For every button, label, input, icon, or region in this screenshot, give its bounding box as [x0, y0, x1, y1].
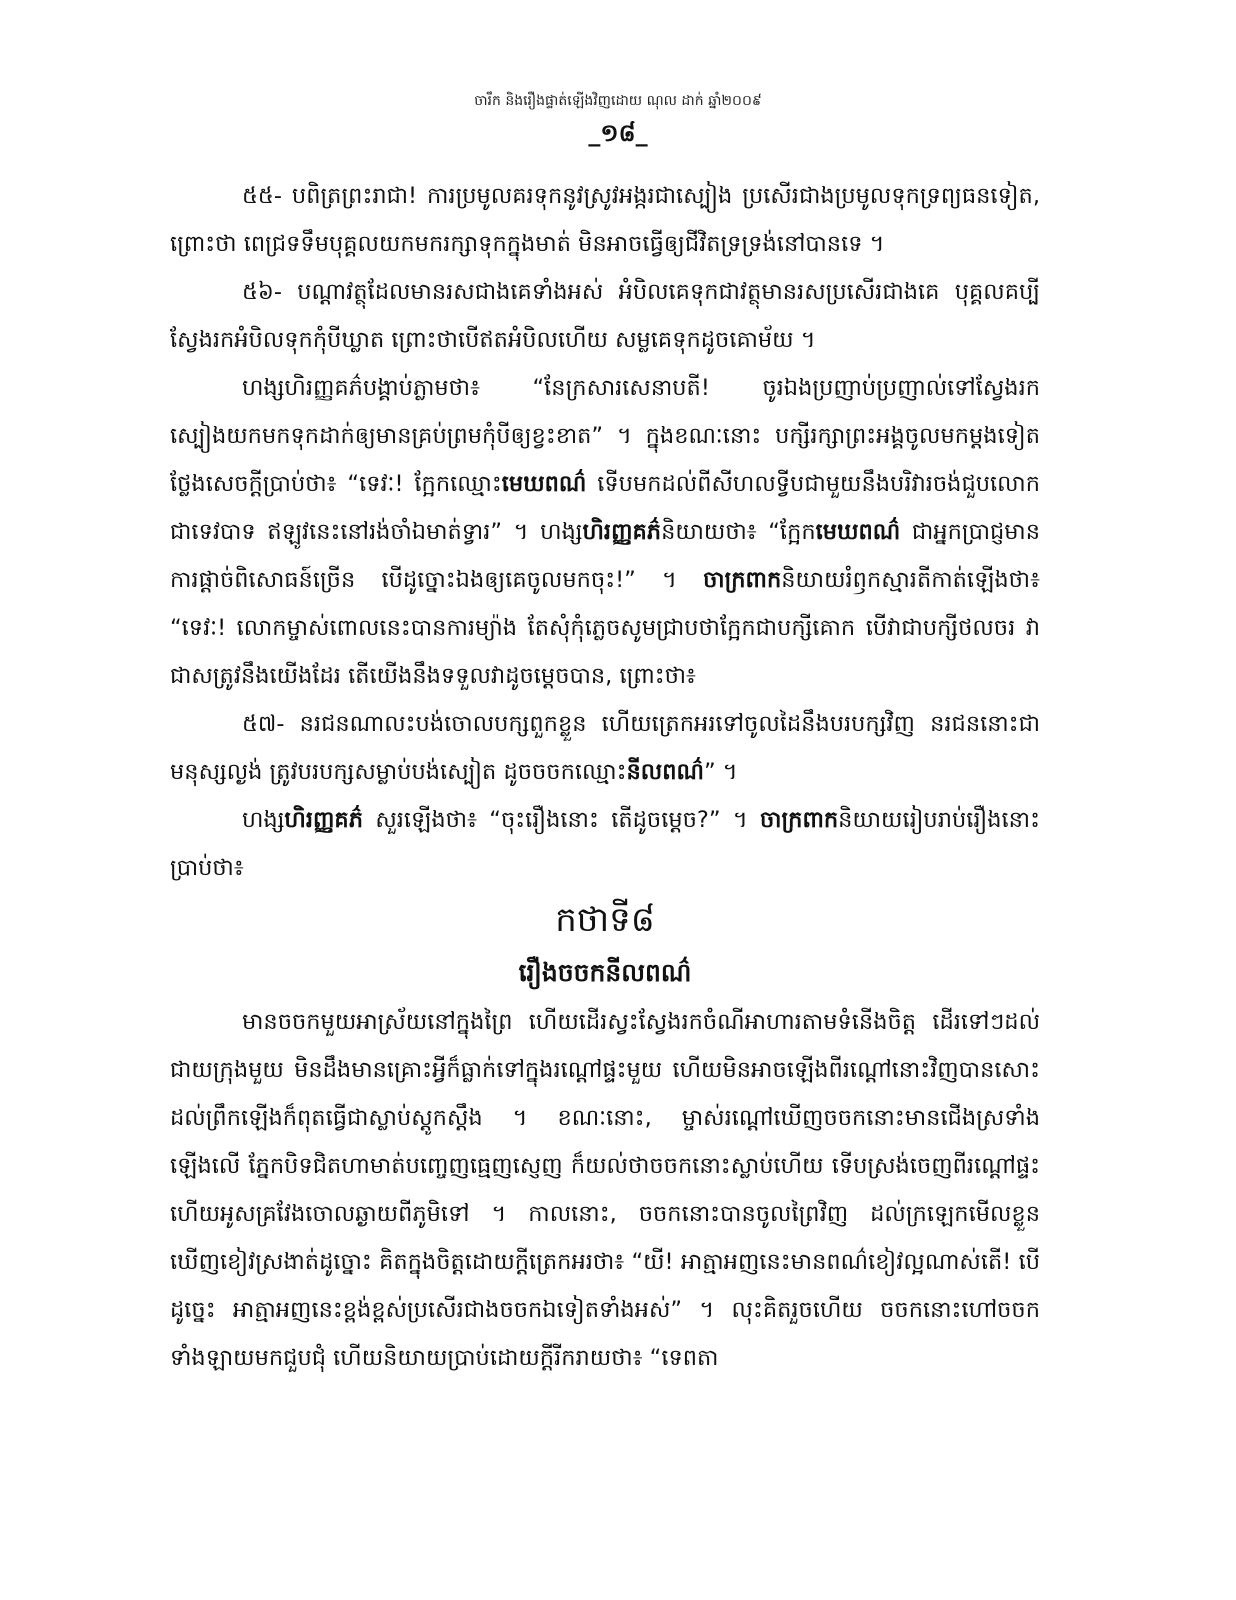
character-name: ចាក្រពាក — [703, 567, 782, 593]
verse-55: ៥៥- បពិត្រព្រះរាជា! ការប្រមូលគរទុកនូវស្រូវអង្ករជាស្បៀង ប្រសើរជាងប្រមូលទុកទ្រព្យធនទៀត, ព្រោះថា ពេជ្រទទឹមបុគ្គលយកមករក្សាទុកក្នុងមាត់ មិនអាចធ្វើឲ្យជីវិតទ្រទ្រង់នៅបានទេ ។ — [170, 183, 1040, 257]
story-paragraph: មានចចកមួយអាស្រ័យនៅក្នុងព្រៃ ហើយដើរស្វះស្វែងរកចំណីអាហារតាមទំនើងចិត្ត ដើរទៅៗដល់ជាយក្រុងមួយ មិនដឹងមានគ្រោះអ្វីក៏ធ្លាក់ទៅក្នុងរណ្ដៅផ្ទះមួយ ហើយមិនអាចឡើងពីរណ្ដៅនោះវិញបានសោះ ដល់ព្រឹកឡើងក៏ពុតធ្វើជាស្លាប់ស្ដូកស្ដឹង ។ ខណៈនោះ, ម្ចាស់រណ្ដៅឃើញចចកនោះមានជើងស្រទាំងឡើងលើ ភ្នែកបិទជិតហាមាត់បញ្ចេញធ្មេញស្ញេញ ក៏យល់ថាចចកនោះស្លាប់ហើយ ទើបស្រង់ចេញពីរណ្ដៅផ្ទះ ហើយអូសគ្រវែងចោលឆ្ងាយពីភូមិទៅ ។ កាលនោះ, ចចកនោះបានចូលព្រៃវិញ ដល់ក្រឡេកមើលខ្លួនឃើញខៀវស្រងាត់ដូច្នោះ គិតក្នុងចិត្តដោយក្ដីត្រេកអរថា៖ “យី! អាត្មាអញនេះមានពណ៌ខៀវល្អណាស់តើ! បើដូច្នេះ អាត្មាអញនេះខ្ពង់ខ្ពស់ប្រសើរជាងចចកឯទៀតទាំងអស់” ។ លុះគិតរួចហើយ ចចកនោះហៅចចកទាំងឡាយមកជួបជុំ ហើយនិយាយប្រាប់ដោយក្ដីរីករាយថា៖ “ទេពតា — [170, 1009, 1040, 1371]
dialog-1-text-pre: ហង្សហិរញ្ញគភ៌បង្គាប់ភ្លាមថា៖ “នែក្រសារសេនាបតី! ចូរឯងប្រញាប់ប្រញាល់ទៅស្វែងរកស្បៀងយកមកទុកដាក់ឲ្យមានគ្រប់ព្រមកុំបីឲ្យខ្វះខាត” ។ ក្នុងខណៈនោះ បក្សីរក្សាព្រះអង្គចូលមកម្ដងទៀតថ្លែងសេចក្ដីប្រាប់ថា៖ “ទេវៈ! ក្អែកឈ្មោះ — [170, 375, 1040, 497]
page-number: _១៨_ — [588, 119, 648, 147]
dialog-paragraph-2 — [170, 796, 1040, 892]
story-title: រឿងចចកនីលពណ៌ — [518, 958, 692, 987]
running-header: ចារឹក និងរឿងផ្ទាត់ឡើងវិញដោយ ណុល ដាក់ ឆ្នាំ២០០៩ — [474, 93, 762, 109]
character-name: ហិរញ្ញគភ៌ — [582, 519, 662, 545]
character-name: មេឃពណ៌ — [815, 519, 901, 545]
dialog-1-text-mid: ទើបមកដល់ពីសីហលទ្វីបជាមួយនឹងបរិវារចង់ជួបលោកជាទេវបាទ ឥឡូវនេះនៅរង់ចាំឯមាត់ទ្វារ” ។ ហង្ស — [170, 471, 1041, 545]
dialog-2-text-post: និយាយរៀបរាប់រឿងនោះប្រាប់ថា៖ — [170, 807, 1040, 881]
dialog-2-text-mid: សួរឡើងថា៖ “ចុះរឿងនោះ តើដូចម្ដេច?” ។ — [362, 807, 761, 833]
dialog-1-text-post: និយាយរំឭកស្មារតីកាត់ឡើងថា៖ “ទេវៈ! លោកម្ចាស់ពោលនេះបានការម្យ៉ាង តែសុំកុំភ្លេចសូមជ្រាបថាក្អែកជាបក្សីគោក បើវាជាបក្សីថលចរ វាជាសត្រូវនឹងយើងដែរ តើយើងនឹងទទួលវាដូចម្ដេចបាន, ព្រោះថា៖ — [170, 567, 1040, 689]
verse-57 — [170, 700, 1040, 796]
dialog-paragraph-1 — [170, 364, 1040, 700]
verse-56: ៥៦- បណ្ដាវត្ថុដែលមានរសជាងគេទាំងអស់ អំបិលគេទុកជាវត្ថុមានរសប្រសើរជាងគេ បុគ្គលគប្បីស្វែងរកអំបិលទុកកុំបីឃ្លាត ព្រោះថាបើឥតអំបិលហើយ សម្លគេទុកដូចគោម័យ ។ — [170, 279, 1040, 353]
dialog-2-text-pre: ហង្ស — [242, 807, 285, 833]
character-name: នីលពណ៌ — [626, 759, 704, 785]
verse-57-text-pre: ៥៧- នរជនណាលះបង់ចោលបក្សពួកខ្លួន ហើយត្រេកអរទៅចូលដៃនឹងបរបក្សវិញ នរជននោះជាមនុស្សល្ងង់ ត្រូវបរបក្សសម្លាប់បង់ស្បៀត ដូចចចកឈ្មោះ — [170, 711, 1040, 785]
character-name: ចាក្រពាក — [760, 807, 839, 833]
body-text — [170, 172, 1040, 1382]
chapter-title: កថាទី៨ — [555, 900, 655, 940]
dialog-1-text-mid2: និយាយថា៖ “ក្អែក — [661, 519, 816, 545]
character-name: មេឃពណ៌ — [501, 471, 587, 497]
verse-57-text-post: ” ។ — [703, 759, 738, 785]
dialog-1-text-mid3: ជាអ្នកប្រាជ្ញមានការផ្ដាច់ពិសោធន៍ច្រើន បើដូច្នោះឯងឲ្យគេចូលមកចុះ!” ។ — [170, 519, 1040, 593]
character-name: ហិរញ្ញគភ៌ — [284, 807, 363, 833]
